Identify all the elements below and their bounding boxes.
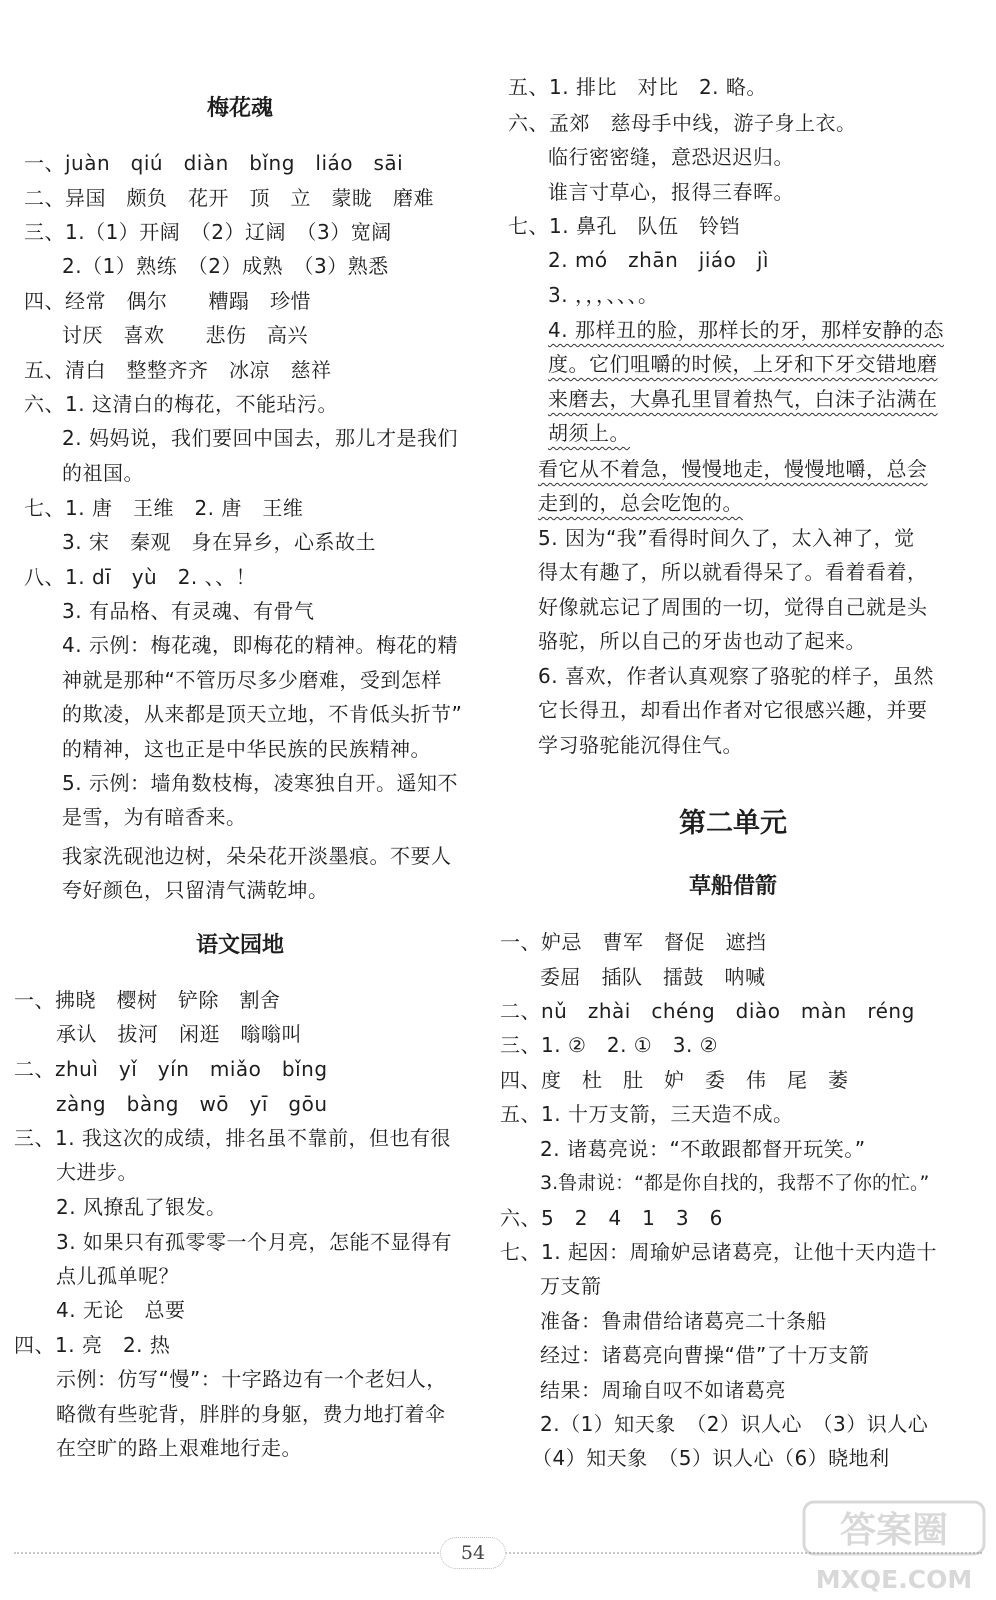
answer-line: 三、1. ② 2. ① 3. ② xyxy=(500,1033,719,1057)
answer-line: 略微有些驼背，胖胖的身躯，费力地打着伞 xyxy=(56,1402,446,1426)
answer-line: 我家洗砚池边树，朵朵花开淡墨痕。不要人 xyxy=(62,844,452,868)
answer-line: 二、nǔ zhài chéng diào màn réng xyxy=(500,999,915,1023)
underlined-answer-line: 来磨去，大鼻孔里冒着热气，白沫子沾满在 xyxy=(548,387,938,411)
answer-line: 2. 妈妈说，我们要回中国去，那儿才是我们 xyxy=(62,426,458,450)
watermark-logo xyxy=(800,1498,990,1598)
answer-line: 六、孟郊 慈母手中线，游子身上衣。 xyxy=(508,111,857,135)
answer-line: 临行密密缝，意恐迟迟归。 xyxy=(548,145,794,169)
answer-line: 2. mó zhān jiáo jì xyxy=(548,248,769,272)
answer-line: 结果：周瑜自叹不如诸葛亮 xyxy=(540,1378,786,1402)
unit-title: 第二单元 xyxy=(679,808,787,839)
answer-line: 神就是那种“不管历尽多少磨难，受到怎样 xyxy=(62,668,442,692)
answer-line: 五、1. 排比 对比 2. 略。 xyxy=(508,75,767,99)
answer-line: 二、异国 颇负 花开 顶 立 蒙眬 磨难 xyxy=(24,186,434,210)
answer-line: 好像就忘记了周围的一切，觉得自己就是头 xyxy=(538,595,928,619)
answer-line: 三、1. 我这次的成绩，排名虽不靠前，但也有很 xyxy=(14,1126,451,1150)
answer-line: 六、5 2 4 1 3 6 xyxy=(500,1206,723,1230)
watermark-text-top: 答案圈 xyxy=(839,1510,949,1551)
answer-line: 是雪，为有暗香来。 xyxy=(62,805,247,829)
answer-line: 五、清白 整整齐齐 冰凉 慈祥 xyxy=(24,358,332,382)
answer-line: 4. 示例：梅花魂，即梅花的精神。梅花的精 xyxy=(62,633,458,657)
answer-line: 委屈 插队 擂鼓 呐喊 xyxy=(540,965,766,989)
answer-line: 点儿孤单呢？ xyxy=(56,1264,179,1288)
answer-line: 2. 风撩乱了银发。 xyxy=(56,1195,227,1219)
answer-line: 六、1. 这清白的梅花，不能玷污。 xyxy=(24,392,338,416)
answer-line: 大进步。 xyxy=(56,1160,138,1184)
answer-line: 七、1. 唐 王维 2. 唐 王维 xyxy=(24,496,304,520)
section-title-yuwenyuandi: 语文园地 xyxy=(195,933,284,958)
answer-line: 一、拂晓 樱树 铲除 割舍 xyxy=(14,988,281,1012)
answer-line: 的欺凌，从来都是顶天立地，不肯低头折节” xyxy=(62,702,463,726)
answer-line: 4. 无论 总要 xyxy=(56,1298,186,1322)
section-title-caochuanjiejian: 草船借箭 xyxy=(688,874,777,899)
answer-line: 四、度 杜 肚 妒 委 伟 尾 萎 xyxy=(500,1068,849,1092)
answer-line: 二、zhuì yǐ yín miǎo bǐng xyxy=(14,1057,328,1081)
answer-line: 在空旷的路上艰难地行走。 xyxy=(56,1436,302,1460)
underlined-answer-line: 度。它们咀嚼的时候，上牙和下牙交错地磨 xyxy=(548,352,938,376)
underlined-answer-line: 走到的，总会吃饱的。 xyxy=(538,491,743,515)
answer-line: 的祖国。 xyxy=(62,461,144,485)
answer-line: zàng bàng wō yī gōu xyxy=(56,1092,328,1116)
answer-line: 四、经常 偶尔 糟蹋 珍惜 xyxy=(24,289,311,313)
answer-line: 一、juàn qiú diàn bǐng liáo sāi xyxy=(24,151,404,175)
answer-line: 3. 有品格、有灵魂、有骨气 xyxy=(62,599,315,623)
answer-line: 5. 示例：墙角数枝梅，凌寒独自开。遥知不 xyxy=(62,771,458,795)
answer-line: 的精神，这也正是中华民族的民族精神。 xyxy=(62,737,431,761)
answer-line: 五、1. 十万支箭，三天造不成。 xyxy=(500,1102,794,1126)
answer-line: 它长得丑，却看出作者对它很感兴趣，并要 xyxy=(538,698,928,722)
answer-line: 得太有趣了，所以就看得呆了。看着看着， xyxy=(538,560,928,584)
underlined-answer-line: 胡须上。 xyxy=(548,421,630,445)
answer-line: 八、1. dī yù 2. 、、！ xyxy=(24,565,257,589)
answer-line: 3. 如果只有孤零零一个月亮，怎能不显得有 xyxy=(56,1230,452,1254)
answer-line: 2. 诸葛亮说：“不敢跟都督开玩笑。” xyxy=(540,1137,866,1161)
answer-line: 夸好颜色，只留清气满乾坤。 xyxy=(62,878,329,902)
answer-line: 5. 因为“我”看得时间久了，太入神了，觉 xyxy=(538,526,915,550)
answer-line: 6. 喜欢，作者认真观察了骆驼的样子，虽然 xyxy=(538,664,934,688)
answer-line: 万支箭 xyxy=(540,1274,602,1298)
answer-line: 3.鲁肃说：“都是你自找的，我帮不了你的忙。” xyxy=(540,1172,930,1194)
underlined-answer-line: 4. 那样丑的脸，那样长的牙，那样安静的态 xyxy=(548,318,944,342)
answer-line: 七、1. 鼻孔 队伍 铃铛 xyxy=(508,214,740,238)
answer-line: 2.（1）知天象 （2）识人心 （3）识人心 xyxy=(540,1412,929,1436)
answer-line: 示例：仿写“慢”：十字路边有一个老妇人， xyxy=(56,1367,447,1391)
answer-line: 3. 宋 秦观 身在异乡，心系故土 xyxy=(62,530,376,554)
answer-line: 承认 拔河 闲逛 嗡嗡叫 xyxy=(56,1022,302,1046)
answer-line: 2.（1）熟练 （2）成熟 （3）熟悉 xyxy=(62,254,389,278)
answer-line: 七、1. 起因：周瑜妒忌诸葛亮，让他十天内造十 xyxy=(500,1240,937,1264)
answer-line: 四、1. 亮 2. 热 xyxy=(14,1333,171,1357)
answer-line: 经过：诸葛亮向曹操“借”了十万支箭 xyxy=(540,1343,870,1367)
answer-line: 准备：鲁肃借给诸葛亮二十条船 xyxy=(540,1309,827,1333)
answer-line: 一、妒忌 曹军 督促 遮挡 xyxy=(500,930,767,954)
answer-line: 骆驼，所以自己的牙齿也动了起来。 xyxy=(538,629,866,653)
section-title-meihuahun: 梅花魂 xyxy=(206,96,273,121)
underlined-answer-line: 看它从不着急，慢慢地走，慢慢地嚼，总会 xyxy=(538,457,928,481)
answer-line: 学习骆驼能沉得住气。 xyxy=(538,733,743,757)
answer-line: （4）知天象 （5）识人心（6）晓地利 xyxy=(532,1446,890,1470)
page-number: 54 xyxy=(440,1537,506,1569)
answer-line: 讨厌 喜欢 悲伤 高兴 xyxy=(62,323,308,347)
answer-line: 3. ，，，、、、。 xyxy=(548,283,659,307)
answer-line: 谁言寸草心，报得三春晖。 xyxy=(548,180,794,204)
answer-line: 三、1.（1）开阔 （2）辽阔 （3）宽阔 xyxy=(24,220,392,244)
watermark-text-bottom: MXQE.COM xyxy=(815,1565,973,1594)
